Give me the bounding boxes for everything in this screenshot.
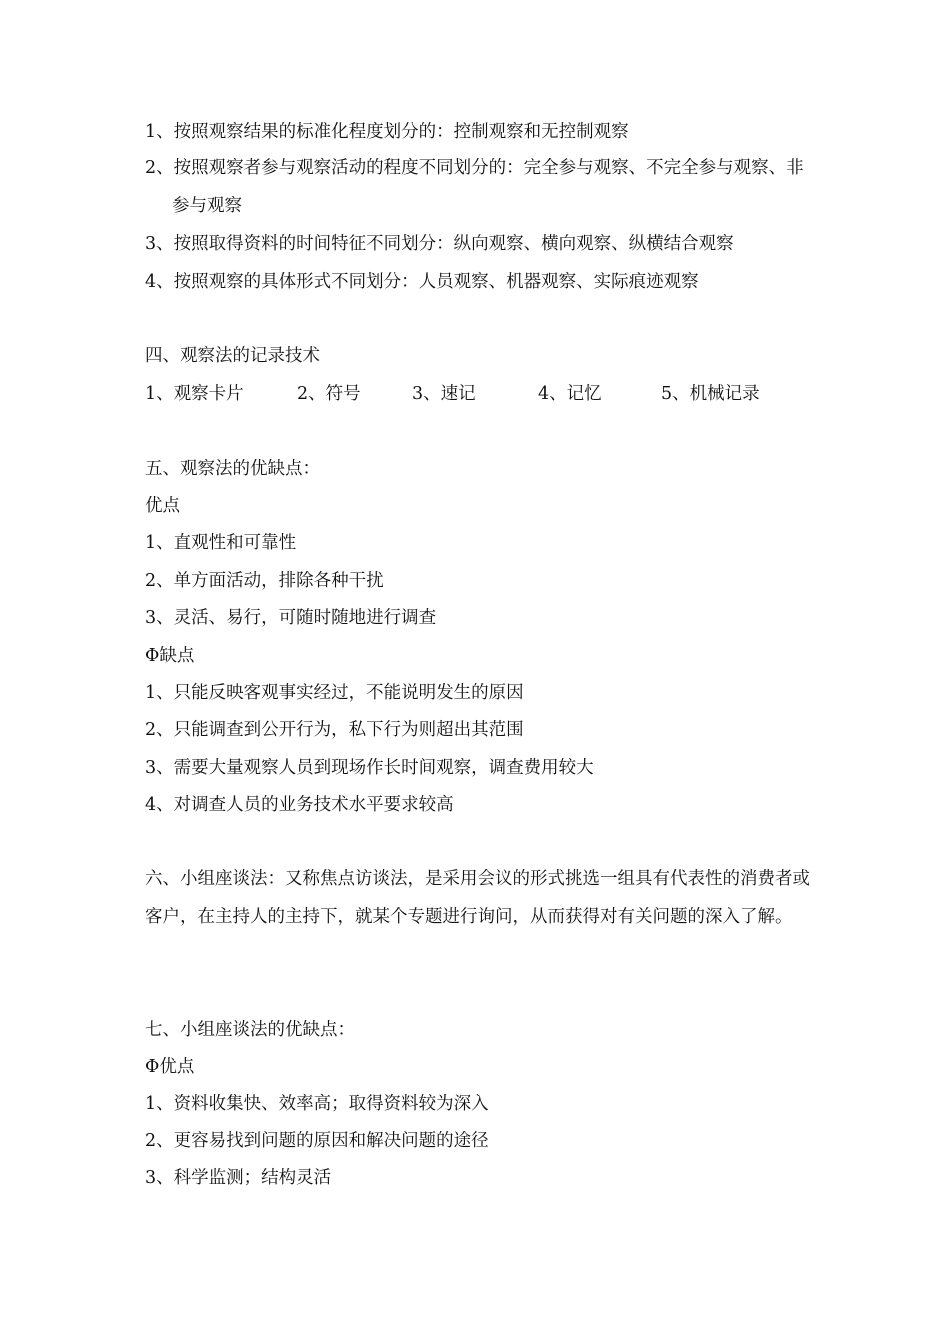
technique-item: 1、观察卡片 xyxy=(145,384,244,404)
technique-item: 5、机械记录 xyxy=(661,384,760,404)
list-item: 3、需要大量观察人员到现场作长时间观察，调查费用较大 xyxy=(145,758,594,778)
list-item xyxy=(145,150,810,225)
list-item: 4、对调查人员的业务技术水平要求较高 xyxy=(145,795,454,815)
list-item: 3、科学监测；结构灵活 xyxy=(145,1168,332,1188)
list-item: 3、按照取得资料的时间特征不同划分：纵向观察、横向观察、纵横结合观察 xyxy=(145,234,734,254)
list-item: 2、更容易找到问题的原因和解决问题的途径 xyxy=(145,1131,489,1151)
subheading-pros: 优点 xyxy=(145,496,180,516)
list-item: 1、资料收集快、效率高；取得资料较为深入 xyxy=(145,1094,489,1114)
list-item: 1、直观性和可靠性 xyxy=(145,533,297,553)
section-heading: 四、观察法的记录技术 xyxy=(145,346,320,366)
section-heading: 七、小组座谈法的优缺点： xyxy=(145,1020,355,1040)
list-item: 1、按照观察结果的标准化程度划分的：控制观察和无控制观察 xyxy=(145,122,629,142)
definition-paragraph: 六、小组座谈法：又称焦点访谈法，是采用会议的形式挑选一组具有代表性的消费者或客户，在主持人的主持下，就某个专题进行询问，从而获得对有关问题的深入了解。 xyxy=(145,869,810,927)
technique-item: 2、符号 xyxy=(297,384,361,404)
list-item: 2、只能调查到公开行为，私下行为则超出其范围 xyxy=(145,720,524,740)
technique-item: 4、记忆 xyxy=(538,384,602,404)
list-item-text: 2、按照观察者参与观察活动的程度不同划分的：完全参与观察、不完全参与观察、非参与观察 xyxy=(145,158,804,216)
list-item: 2、单方面活动，排除各种干扰 xyxy=(145,571,384,591)
technique-item: 3、速记 xyxy=(412,384,476,404)
list-item: 4、按照观察的具体形式不同划分：人员观察、机器观察、实际痕迹观察 xyxy=(145,272,699,292)
list-item: 3、灵活、易行，可随时随地进行调查 xyxy=(145,608,437,628)
subheading-pros: Φ优点 xyxy=(145,1057,195,1077)
section-heading: 五、观察法的优缺点： xyxy=(145,459,320,479)
list-item: 1、只能反映客观事实经过，不能说明发生的原因 xyxy=(145,683,524,703)
subheading-cons: Φ缺点 xyxy=(145,646,195,666)
